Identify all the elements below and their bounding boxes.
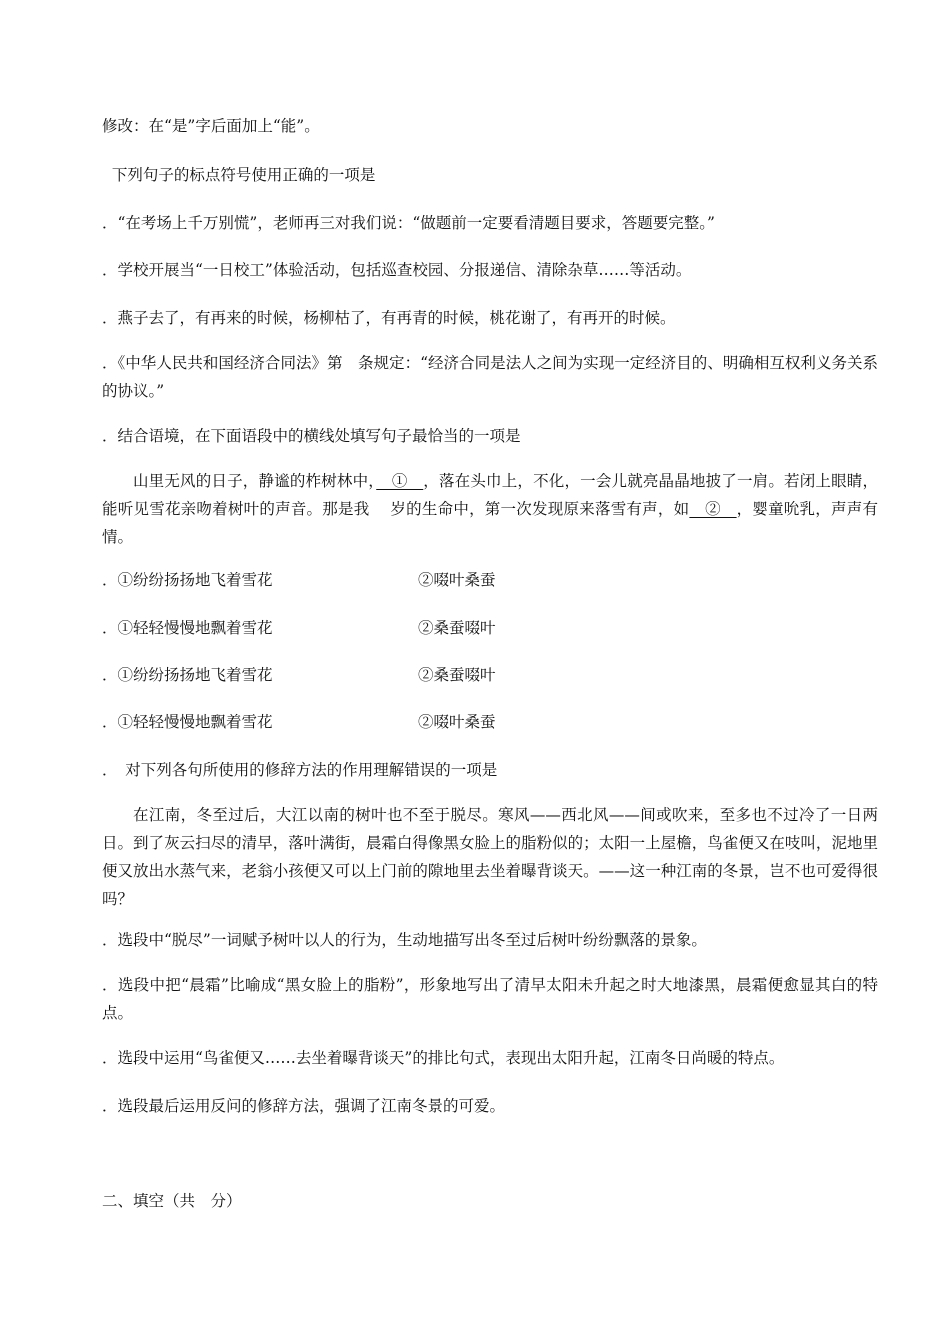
revision-note: 修改：在“是”字后面加上“能”。 — [102, 117, 320, 135]
question-fill-stem: ．结合语境，在下面语段中的横线处填写句子最恰当的一项是 — [102, 427, 521, 445]
question-punctuation-option-d: ．《中华人民共和国经济合同法》第 条规定：“经济合同是法人之间为实现一定经济目的、明确相互权利义务关系的协议。” — [102, 354, 878, 400]
passage-text-1: 山里无风的日子，静谧的柞树林中， — [133, 472, 377, 490]
passage-text-2: ，落在头巾上，不化，一会儿就亮晶晶地披了一肩。若闭上眼睛，能听见雪花亲吻着树叶的声音。那是我 岁的生命中，第一次发现原来落雪有声，如 — [102, 472, 878, 518]
blank-2: ② — [689, 500, 737, 518]
section-heading-fill-in: 二、填空（共 分） — [102, 1192, 242, 1210]
option-right: ②桑蚕啜叶 — [418, 619, 496, 637]
question-rhetoric-stem: ． 对下列各句所使用的修辞方法的作用理解错误的一项是 — [102, 761, 498, 779]
question-punctuation-stem: 下列句子的标点符号使用正确的一项是 — [102, 166, 376, 184]
question-fill-option-d — [102, 712, 878, 732]
option-left: ．①轻轻慢慢地飘着雪花 — [102, 619, 273, 637]
option-left: ．①轻轻慢慢地飘着雪花 — [102, 713, 273, 731]
question-rhetoric-passage: 在江南，冬至过后，大江以南的树叶也不至于脱尽。寒风——西北风——间或吹来，至多也不过冷了一日两日。到了灰云扫尽的清早，落叶满街，晨霜白得像黑女脸上的脂粉似的；太阳一上屋檐，鸟雀便又在吱叫，泥地里便又放出水蒸气来，老翁小孩便又可以上门前的隙地里去坐着曝背谈天。——这一种江南的冬景，岂不也可爱得很吗？ — [102, 806, 878, 908]
question-fill-option-b — [102, 618, 878, 638]
question-fill-option-c — [102, 665, 878, 685]
question-fill-passage — [102, 467, 878, 551]
blank-1: ① — [376, 472, 424, 490]
option-right: ②桑蚕啜叶 — [418, 666, 496, 684]
question-fill-option-a — [102, 570, 878, 590]
question-rhetoric-option-d: ．选段最后运用反问的修辞方法，强调了江南冬景的可爱。 — [102, 1097, 506, 1115]
question-rhetoric-option-b: ．选段中把“晨霜”比喻成“黑女脸上的脂粉”，形象地写出了清早太阳未升起之时大地漆黑，晨霜便愈显其白的特点。 — [102, 976, 878, 1022]
option-right: ②啜叶桑蚕 — [418, 713, 496, 731]
question-punctuation-option-c: ．燕子去了，有再来的时候，杨柳枯了，有再青的时候，桃花谢了，有再开的时候。 — [102, 309, 676, 327]
option-left: ．①纷纷扬扬地飞着雪花 — [102, 571, 273, 589]
question-rhetoric-option-a: ．选段中“脱尽”一词赋予树叶以人的行为，生动地描写出冬至过后树叶纷纷飘落的景象。 — [102, 931, 707, 949]
question-rhetoric-option-c: ．选段中运用“鸟雀便又……去坐着曝背谈天”的排比句式，表现出太阳升起，江南冬日尚暖的特点。 — [102, 1049, 785, 1067]
passage-text-3: ，婴童吮乳，声声有情。 — [102, 500, 878, 546]
question-punctuation-option-a: ．“在考场上千万别慌”，老师再三对我们说：“做题前一定要看清题目要求，答题要完整。” — [102, 214, 715, 232]
option-right: ②啜叶桑蚕 — [418, 571, 496, 589]
question-punctuation-option-b: ．学校开展当“一日校工”体验活动，包括巡查校园、分报递信、清除杂草……等活动。 — [102, 261, 692, 279]
option-left: ．①纷纷扬扬地飞着雪花 — [102, 666, 273, 684]
